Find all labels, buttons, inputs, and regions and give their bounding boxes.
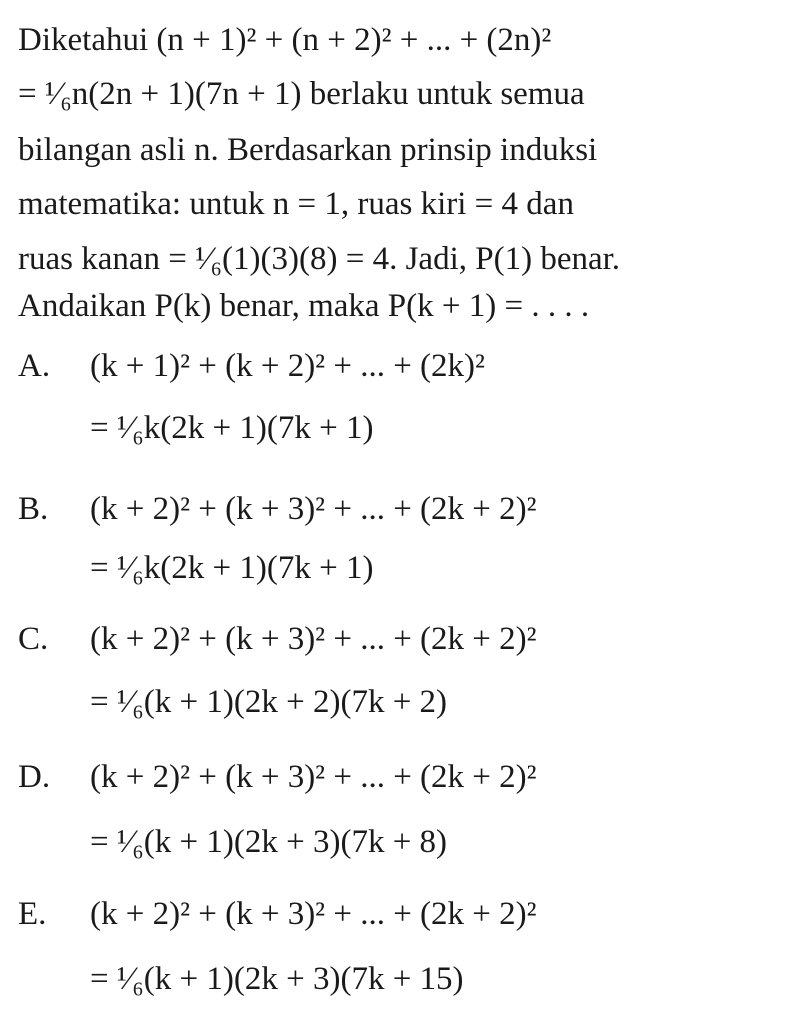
- option-e-line-1: (k + 2)² + (k + 3)² + ... + (2k + 2)²: [90, 896, 537, 932]
- problem-line-5: ruas kanan = ¹⁄₆(1)(3)(8) = 4. Jadi, P(1) benar.: [18, 241, 621, 277]
- option-d-line-1: (k + 2)² + (k + 3)² + ... + (2k + 2)²: [90, 759, 537, 795]
- option-d-line-2: = ¹⁄₆(k + 1)(2k + 3)(7k + 8): [90, 824, 448, 860]
- option-c-line-1: (k + 2)² + (k + 3)² + ... + (2k + 2)²: [90, 621, 537, 657]
- option-a-label: A.: [18, 348, 51, 384]
- option-a-line-1: (k + 1)² + (k + 2)² + ... + (2k)²: [90, 348, 485, 384]
- problem-line-1: Diketahui (n + 1)² + (n + 2)² + ... + (2n)²: [18, 22, 552, 58]
- problem-line-3: bilangan asli n. Berdasarkan prinsip induksi: [18, 132, 598, 168]
- problem-line-4: matematika: untuk n = 1, ruas kiri = 4 dan: [18, 186, 574, 222]
- option-e-line-2: = ¹⁄₆(k + 1)(2k + 3)(7k + 15): [90, 961, 464, 997]
- option-a-line-2: = ¹⁄₆k(2k + 1)(7k + 1): [90, 410, 374, 446]
- option-e-label: E.: [18, 896, 47, 932]
- option-b-line-2: = ¹⁄₆k(2k + 1)(7k + 1): [90, 550, 374, 586]
- option-b-line-1: (k + 2)² + (k + 3)² + ... + (2k + 2)²: [90, 491, 537, 527]
- option-c-line-2: = ¹⁄₆(k + 1)(2k + 2)(7k + 2): [90, 684, 448, 720]
- problem-line-2: = ¹⁄₆n(2n + 1)(7n + 1) berlaku untuk semua: [18, 76, 585, 112]
- problem-line-6: Andaikan P(k) benar, maka P(k + 1) = . . . .: [18, 288, 590, 324]
- option-c-label: C.: [18, 621, 49, 657]
- option-d-label: D.: [18, 759, 51, 795]
- option-b-label: B.: [18, 491, 49, 527]
